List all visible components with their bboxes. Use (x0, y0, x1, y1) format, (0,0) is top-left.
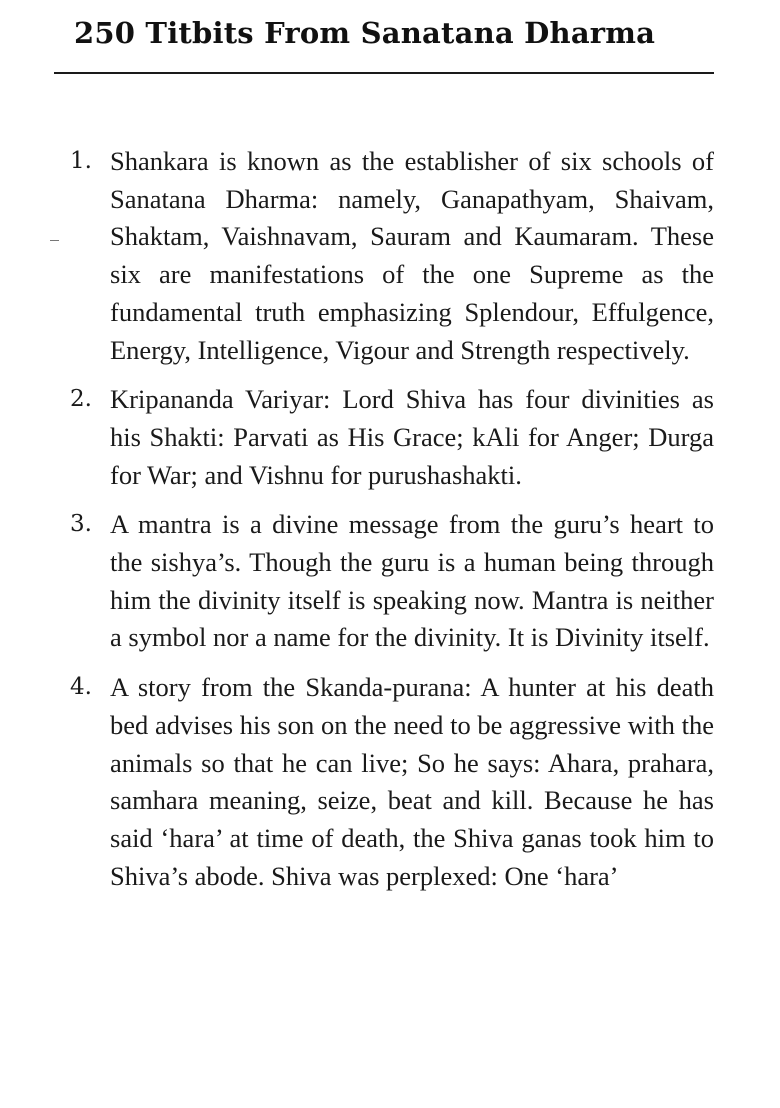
item-text: Shankara is known as the establisher of six schools of Sanatana Dharma: namely, Ganapathyam, Shaivam, Shaktam, Vaishnavam, Sauram and Kaumaram. These six are manifestations of the one Supreme as the fundamental truth emphasizing Splendour, Effulgence, Energy, Intelligence, Vigour and Strength respectively. (110, 146, 714, 365)
book-title: 250 Titbits From Sanatana Dharma (74, 16, 656, 50)
item-number: 1. (70, 148, 92, 174)
item-text: A mantra is a divine message from the guru’s heart to the sishya’s. Though the guru is a human being through him the divinity itself is speaking now. Mantra is neither a symbol nor a name for the divinity. It is Divinity itself. (110, 509, 714, 653)
item-number: 2. (70, 386, 92, 413)
item-number: 4. (70, 674, 92, 701)
item-text: A story from the Skanda-purana: A hunter at his death bed advises his son on the need to be aggressive with the animals so that he can live; So he says: Ahara, prahara, samhara meaning, seize, beat and kill. Because he has said ‘hara’ at time of death, the Shiva ganas took him to Shiva’s abode. Shiva was perplexed: One ‘hara’ (110, 672, 714, 891)
list-item (70, 143, 714, 369)
list-item (70, 381, 714, 494)
titbit-list (70, 143, 714, 907)
item-text: Kripananda Variyar: Lord Shiva has four divinities as his Shakti: Parvati as His Grace; kAli for Anger; Durga for War; and Vishnu for purushashakti. (110, 384, 714, 490)
list-item (70, 506, 714, 657)
list-item (70, 669, 714, 895)
item-number: 3. (70, 511, 92, 538)
page-header (54, 0, 714, 74)
margin-mark (50, 240, 59, 241)
